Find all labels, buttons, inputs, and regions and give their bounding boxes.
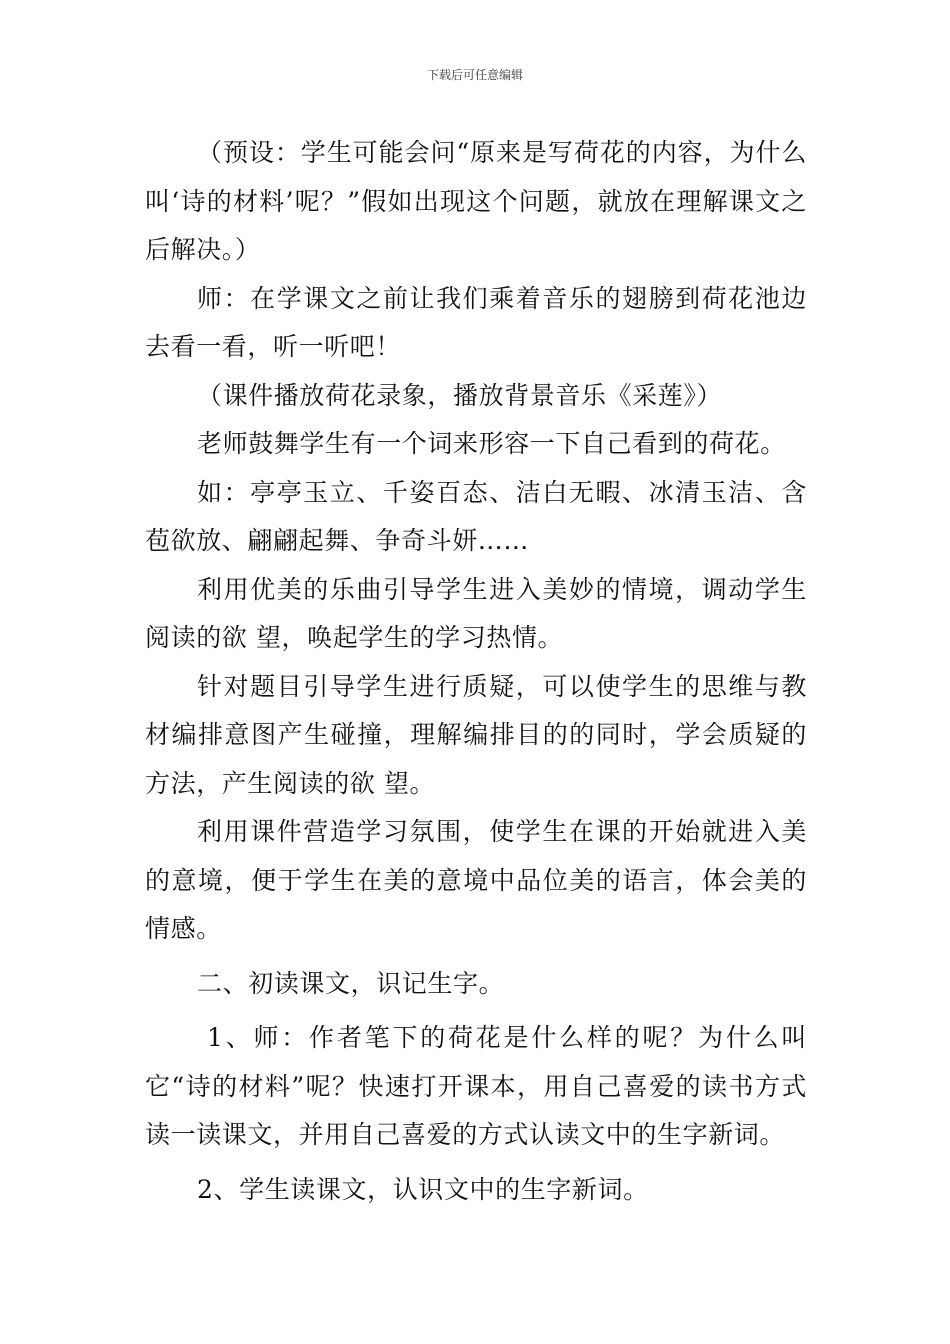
paragraph-music-purpose: 利用优美的乐曲引导学生进入美妙的情境，调动学生阅读的欲 望，唤起学生的学习热情。 [145, 574, 807, 652]
document-body [145, 129, 807, 1214]
paragraph-encourage: 老师鼓舞学生有一个词来形容一下自己看到的荷花。 [197, 429, 786, 458]
paragraph-questioning-purpose: 针对题目引导学生进行质疑，可以使学生的思维与教材编排意图产生碰撞，理解编排目的的同时，学会质疑的方法，产生阅读的欲 望。 [145, 671, 807, 798]
page-header: 下载后可任意编辑 [426, 68, 523, 82]
section-heading-first-reading: 二、初读课文，识记生字。 [197, 968, 505, 998]
paragraph-preset-note: （预设：学生可能会问“原来是写荷花的内容，为什么叫‘诗的材料’呢？”假如出现这个问题，就放在理解课文之后解决。） [145, 138, 807, 264]
paragraph-step-1: 1、师：作者笔下的荷花是什么样的呢？为什么叫它“诗的材料”呢？快速打开课本，用自己喜爱的读书方式读一读课文，并用自己喜爱的方式认读文中的生字新词。 [145, 1023, 807, 1149]
paragraph-teacher-intro: 师：在学课文之前让我们乘着音乐的翅膀到荷花池边去看一看，听一听吧！ [145, 283, 807, 361]
paragraph-courseware-purpose: 利用课件营造学习氛围，使学生在课的开始就进入美的意境，便于学生在美的意境中品位美的语言，体会美的情感。 [145, 817, 807, 943]
paragraph-courseware-note: （课件播放荷花录象，播放背景音乐《采莲》） [197, 380, 723, 410]
paragraph-step-2: 2、学生读课文，认识文中的生字新词。 [197, 1174, 649, 1204]
paragraph-examples: 如：亭亭玉立、千姿百态、洁白无暇、冰清玉洁、含苞欲放、翩翩起舞、争奇斗妍…… [145, 477, 807, 555]
